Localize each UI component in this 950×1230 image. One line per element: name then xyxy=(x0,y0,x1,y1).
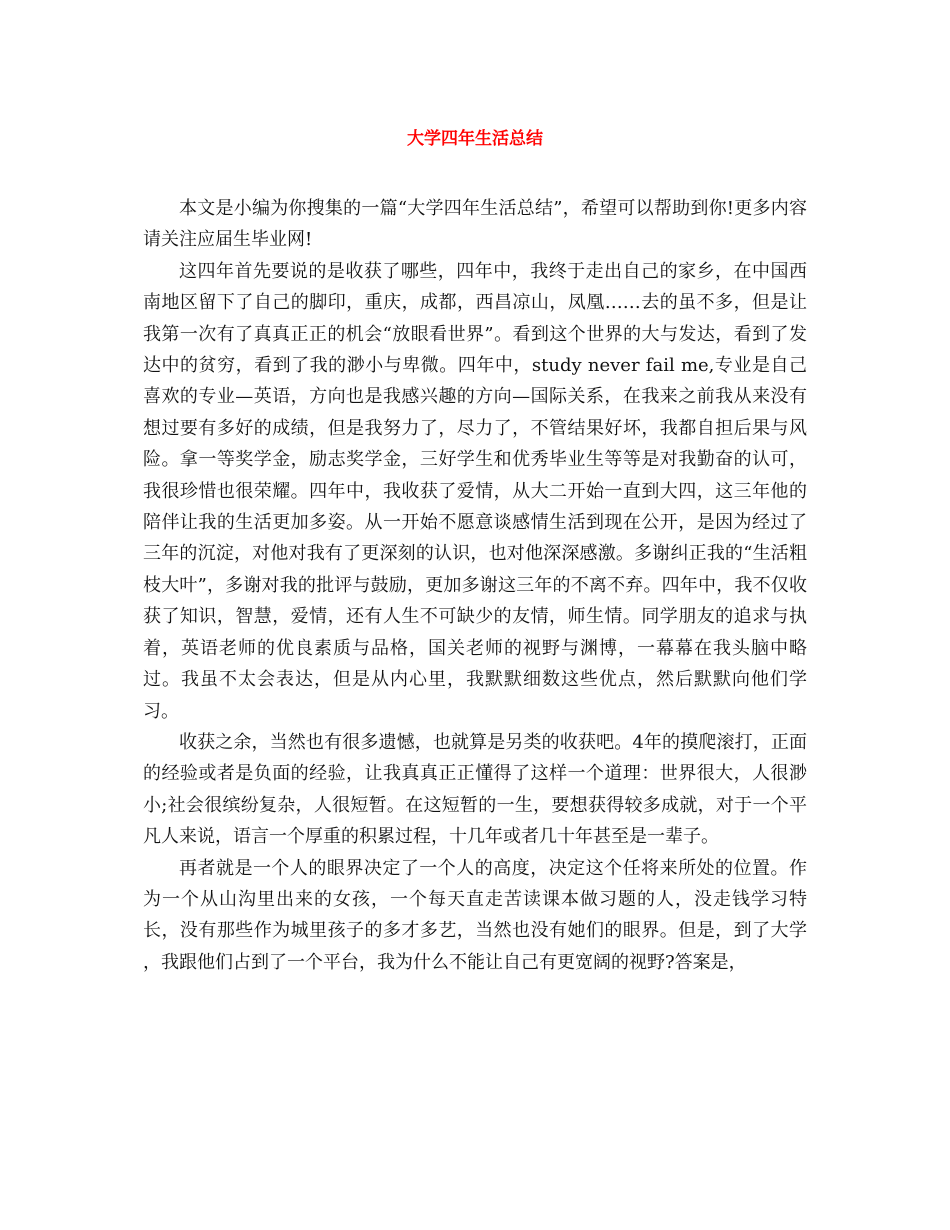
paragraph-vision: 再者就是一个人的眼界决定了一个人的高度，决定这个任将来所处的位置。作为一个从山沟里出来的女孩，一个每天直走苦读课本做习题的人，没走钱学习特长，没有那些作为城里孩子的多才多艺，当然也没有她们的眼界。但是，到了大学 ，我跟他们占到了一个平台，我为什么不能让自己有更宽阔的视野?答案是， xyxy=(143,857,807,973)
paragraph-regrets: 收获之余，当然也有很多遗憾，也就算是另类的收获吧。4年的摸爬滚打，正面的经验或者是负面的经验，让我真真正正懂得了这样一个道理：世界很大，人很渺小;社会很缤纷复杂，人很短暂。在这短暂的一生，要想获得较多成就，对于一个平凡人来说，语言一个厚重的积累过程，十几年或者几十年甚至是一辈子。 xyxy=(143,731,807,848)
document-body xyxy=(143,193,807,978)
paragraph-intro: 本文是小编为你搜集的一篇“大学四年生活总结”，希望可以帮助到你!更多内容请关注应届生毕业网! xyxy=(143,198,807,251)
document-title: 大学四年生活总结 xyxy=(407,129,543,149)
paragraph-gains: 这四年首先要说的是收获了哪些，四年中，我终于走出自己的家乡，在中国西南地区留下了自己的脚印，重庆，成都，西昌凉山，凤凰……去的虽不多，但是让我第一次有了真真正正的机会“放眼看世界”。看到这个世界的大与发达，看到了发达中的贫穷，看到了我的渺小与卑微。四年中，study never fail me,专业是自己喜欢的专业—英语，方向也是我感兴趣的方向—国际关系，在我来之前我从来没有想过要有多好的成绩，但是我努力了，尽力了，不管结果好坏，我都自担后果与风险。拿一等奖学金，励志奖学金，三好学生和优秀毕业生等等是对我勤奋的认可，我很珍惜也很荣耀。四年中，我收获了爱情，从大二开始一直到大四，这三年他的陪伴让我的生活更加多姿。从一开始不愿意谈感情生活到现在公开，是因为经过了三年的沉淀，对他对我有了更深刻的认识，也对他深深感激。多谢纠正我的“生活粗枝大叶”，多谢对我的批评与鼓励，更加多谢这三年的不离不弃。四年中，我不仅收获了知识，智慧，爱情，还有人生不可缺少的友情，师生情。同学朋友的追求与执着，英语老师的优良素质与品格，国关老师的视野与渊博，一幕幕在我头脑中略过。我虽不太会表达，但是从内心里，我默默细数这些优点，然后默默向他们学习。 xyxy=(143,260,807,722)
